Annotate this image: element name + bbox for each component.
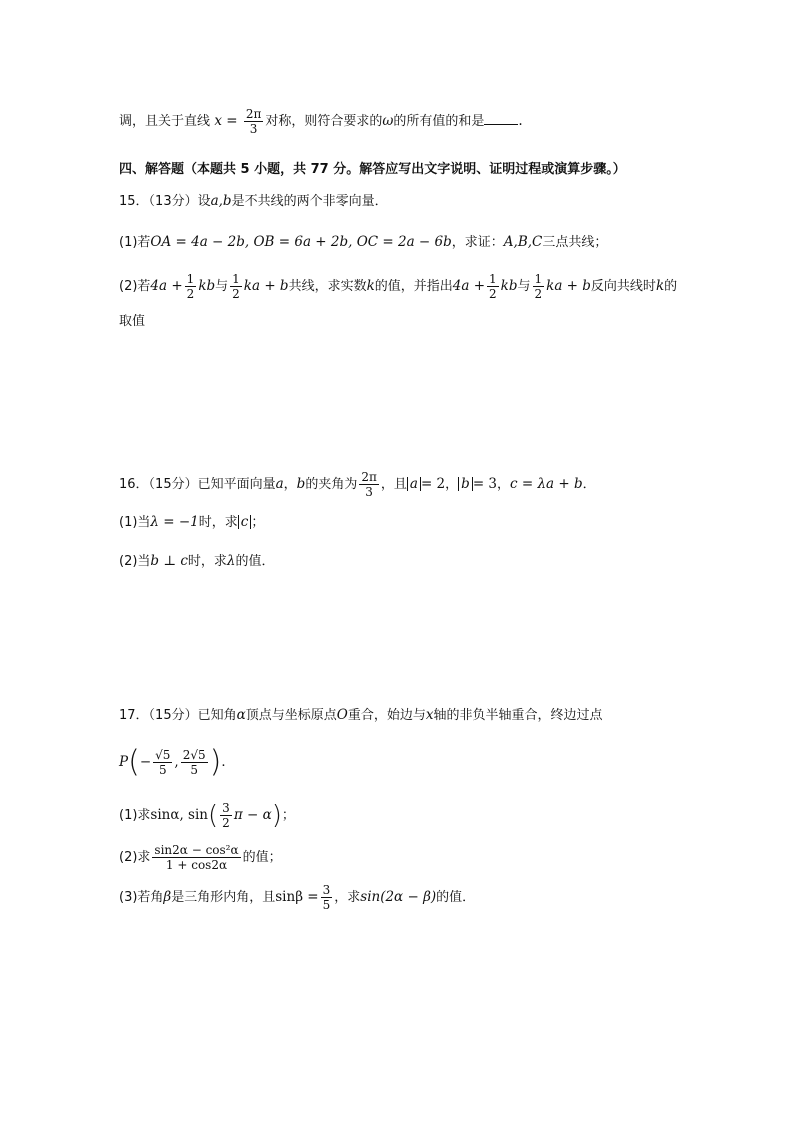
fraction-2pi-3 [244,107,264,136]
math: sinα, sin [150,807,209,823]
vector-a: a [275,476,284,492]
text: 轴的非负半轴重合，终边过点 [433,708,603,723]
text: 16．（15分）已知平面向量 [119,477,276,492]
q14-continuation [119,107,523,136]
text: (2)当 [119,554,151,569]
text: (2)若 [119,279,151,294]
text: 的值． [235,554,275,569]
var-o: O [336,707,348,723]
text: (1)求 [119,808,151,823]
text: 反向共线时 [590,279,656,294]
frac-den: 5 [322,898,331,912]
vector-b: b [296,476,306,492]
frac-num: 2π [245,107,262,121]
fraction-x [153,748,172,777]
frac-num: 3 [322,883,331,897]
text: 时，求 [187,554,227,569]
text: 三点共线； [542,235,608,250]
frac-den: 3 [249,122,258,136]
frac-den: 1 + cos2α [165,858,228,872]
text: ， [445,477,459,492]
text: ， [283,477,297,492]
frac-num: sin2α − cos²α [154,843,239,857]
text: (3)若角 [119,890,164,905]
math: sin(2α − β) [360,889,437,905]
fraction-half [185,272,197,301]
text: 重合，始边与 [347,708,426,723]
q15-part2-cont: 取值 [119,314,146,329]
math: ka + b [546,278,591,294]
text: ，求 [334,890,361,905]
math-x-eq: x = [214,113,238,129]
text: ， [497,477,511,492]
frac-num: 2π [361,470,377,484]
math: kb [500,278,518,294]
fraction-three-halves [220,801,232,830]
q15-part1 [119,232,607,253]
answer-blank [484,112,518,125]
points-abc: A,B,C [503,234,543,250]
frac-den: 3 [365,485,373,499]
abs-b: b [458,477,473,491]
frac-num: 3 [222,801,230,815]
text: 时，求 [198,515,238,530]
frac-den: 2 [186,287,195,301]
var-p: P [119,754,129,770]
period: . [518,113,523,129]
text: 的所有值的和是 [393,114,485,129]
fraction-y [181,748,208,777]
abs-c: c [238,515,252,529]
text: 与 [517,279,531,294]
text: ； [281,808,295,823]
math: sinβ = [275,889,319,905]
frac-num: 2√5 [182,748,206,762]
frac-den: 5 [158,763,167,777]
text: 的 [664,279,678,294]
var-beta: β [163,889,172,905]
text: ，求证： [451,235,504,250]
math: ka + b [243,278,289,294]
text: 共线，求实数 [288,279,367,294]
q16-head [119,470,596,499]
frac-den: 2 [489,287,497,301]
abs-a: a [407,477,421,491]
fraction-half [230,272,242,301]
text: 调，且关于直线 [119,114,211,129]
q17-part3 [119,882,475,913]
text: 15．（13分）设 [119,194,211,209]
text: 是三角形内角，且 [171,890,276,905]
frac-num: √5 [155,748,171,762]
text: (1)若 [119,235,151,250]
frac-num: 1 [489,272,497,286]
var-k: k [366,278,375,294]
text: 17．（15分）已知角 [119,708,237,723]
text: 的值． [436,890,476,905]
q15-head [119,191,388,212]
q17-point: P(− $\frac{√5}{5}$ , $\frac{2√5}{5}$ )． [119,744,235,780]
var-k: k [655,278,665,294]
omega: ω [382,113,394,129]
frac-den: 2 [222,816,230,830]
text: (1)当 [119,515,151,530]
math: π − α [233,807,272,823]
text: 与 [215,279,229,294]
text: 是不共线的两个非零向量． [231,194,388,209]
math: kb [198,278,216,294]
fraction-expression [152,843,240,872]
text: 的值； [242,850,282,865]
frac-num: 1 [232,272,240,286]
q17-head [119,705,602,726]
math: = 2 [420,476,446,492]
q15-part2 [119,272,677,301]
q17-part2 [119,842,282,873]
q16-part1 [119,512,264,533]
var-lambda: λ [226,553,236,569]
section-heading: 四、解答题（本题共 5 小题，共 77 分。解答应写出文字说明、证明过程或演算步骤。） [119,162,626,177]
frac-num: 1 [534,272,543,286]
math-c-def: c = λa + b [510,476,583,492]
text: ． [221,754,235,770]
math-vectors: OA = 4a − 2b, OB = 6a + 2b, OC = 2a − 6b [150,234,452,250]
text: 对称，则符合要求的 [265,114,383,129]
math: 4a + [452,278,486,294]
frac-num: 1 [186,272,195,286]
math: 4a + [150,278,183,294]
text: ． [582,477,596,492]
q16-part2 [119,551,275,572]
frac-den: 5 [190,763,198,777]
text: 的值，并指出 [374,279,453,294]
frac-den: 2 [534,287,543,301]
var-x: x [425,707,434,723]
text: (2)求 [119,850,151,865]
math: λ = −1 [150,514,199,530]
text: 的夹角为 [305,477,358,492]
q17-part1: (1)求sinα, sin( $\frac{3}{2}$ π − α)； [119,800,295,831]
text: ，且 [380,477,407,492]
vectors-ab: a,b [210,193,232,209]
fraction-half [487,272,499,301]
math: = 3 [472,476,498,492]
fraction-2pi-3 [359,470,379,499]
fraction-three-fifths [321,883,333,912]
var-alpha: α [236,707,246,723]
frac-den: 2 [232,287,240,301]
math: b ⊥ c [150,553,188,569]
fraction-half [533,272,545,301]
text: ； [251,515,265,530]
text: 顶点与坐标原点 [245,708,337,723]
